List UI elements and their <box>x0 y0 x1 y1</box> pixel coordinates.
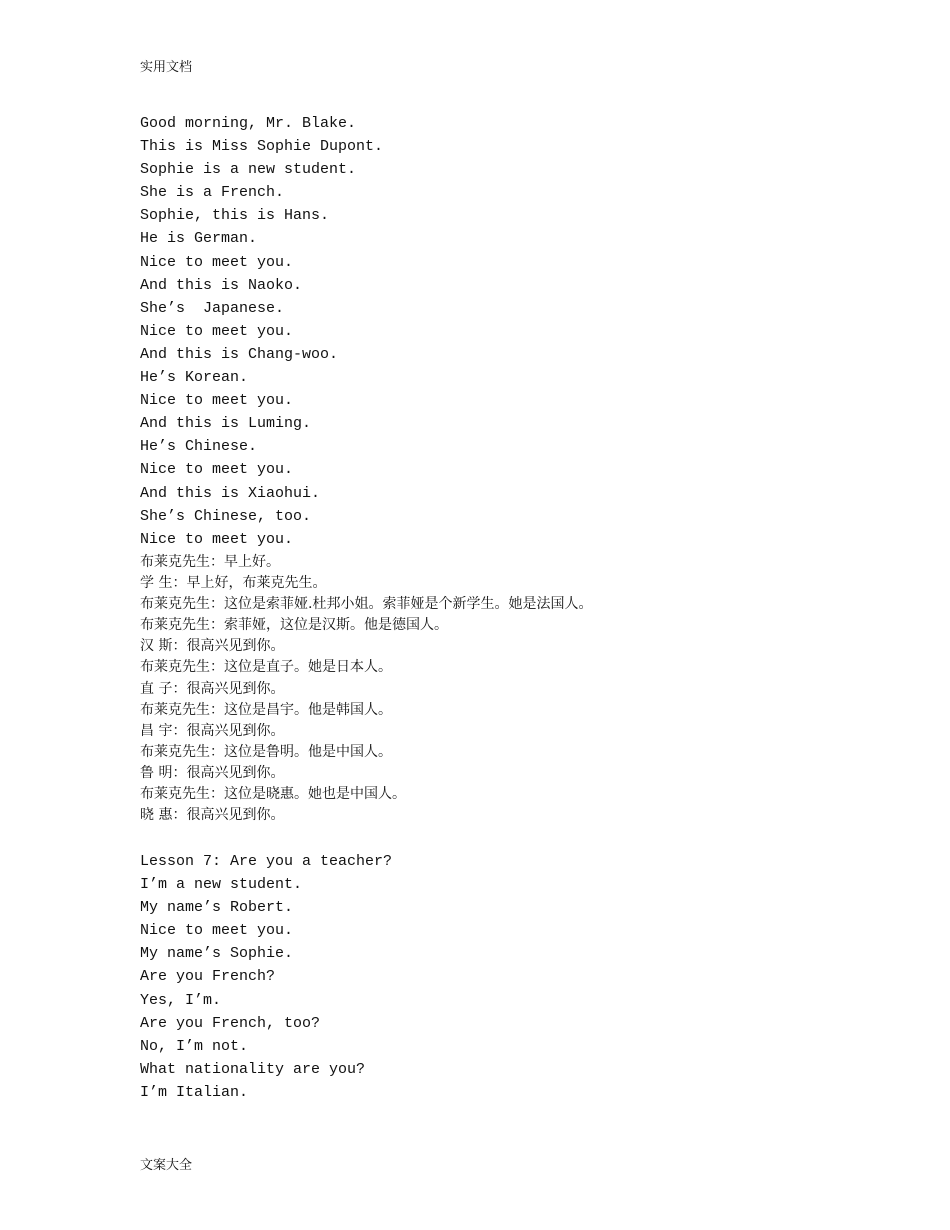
translation-line: 布莱克先生：这位是昌宇。他是韩国人。 <box>140 701 392 718</box>
dialogue-line: And this is Chang-woo. <box>140 345 339 363</box>
lesson-line: No, I’m not. <box>140 1037 249 1055</box>
translation-line: 汉 斯：很高兴见到你。 <box>140 638 285 655</box>
lesson-7-section <box>140 850 392 1104</box>
dialogue-line: And this is Luming. <box>140 415 312 433</box>
translation-line: 布莱克先生：这位是直子。她是日本人。 <box>140 659 392 676</box>
dialogue-line: Nice to meet you. <box>140 322 294 340</box>
dialogue-line: She is a French. <box>140 184 285 202</box>
dialogue-line: Nice to meet you. <box>140 461 294 479</box>
dialogue-line: He is German. <box>140 230 258 248</box>
lesson-line: Are you French, too? <box>140 1014 321 1032</box>
dialogue-line: He’s Chinese. <box>140 438 258 456</box>
lesson-dialogue <box>140 873 392 1104</box>
lesson-title: Lesson 7: Are you a teacher? <box>140 853 393 870</box>
english-dialogue <box>140 112 383 551</box>
translation-line: 鲁 明：很高兴见到你。 <box>140 764 285 781</box>
lesson-line: What nationality are you? <box>140 1060 366 1078</box>
dialogue-line: He’s Korean. <box>140 369 249 387</box>
dialogue-line: And this is Xiaohui. <box>140 484 321 502</box>
dialogue-line: She’s Japanese. <box>140 299 285 317</box>
page-footer: 文案大全 <box>140 1158 193 1173</box>
dialogue-line: Nice to meet you. <box>140 253 294 271</box>
lesson-line: My name’s Sophie. <box>140 945 294 963</box>
lesson-line: Yes, I’m. <box>140 991 222 1009</box>
lesson-line: I’m Italian. <box>140 1083 249 1101</box>
dialogue-line: And this is Naoko. <box>140 276 303 294</box>
dialogue-line: Sophie is a new student. <box>140 161 357 179</box>
translation-line: 布莱克先生：这位是索菲娅.杜邦小姐。索菲娅是个新学生。她是法国人。 <box>140 596 593 613</box>
translation-line: 布莱克先生：这位是鲁明。他是中国人。 <box>140 743 392 760</box>
translation-line: 布莱克先生：早上好。 <box>140 554 280 570</box>
translation-line: 布莱克先生：这位是晓惠。她也是中国人。 <box>140 786 406 803</box>
translation-line: 布莱克先生：索菲娅，这位是汉斯。他是德国人。 <box>140 617 448 634</box>
dialogue-line: This is Miss Sophie Dupont. <box>140 138 384 156</box>
chinese-translation <box>140 552 592 826</box>
dialogue-line: Nice to meet you. <box>140 530 294 548</box>
dialogue-line: She’s Chinese, too. <box>140 507 312 525</box>
lesson-line: Nice to meet you. <box>140 922 294 940</box>
lesson-line: I’m a new student. <box>140 876 303 894</box>
page-header: 实用文档 <box>140 60 193 75</box>
translation-line: 直 子：很高兴见到你。 <box>140 680 285 697</box>
dialogue-line: Sophie, this is Hans. <box>140 207 330 225</box>
dialogue-line: Nice to meet you. <box>140 392 294 410</box>
translation-line: 学 生：早上好，布莱克先生。 <box>140 575 327 592</box>
lesson-line: My name’s Robert. <box>140 899 294 917</box>
lesson-line: Are you French? <box>140 968 276 986</box>
translation-line: 晓 惠：很高兴见到你。 <box>140 807 285 824</box>
translation-line: 昌 宇：很高兴见到你。 <box>140 722 285 739</box>
dialogue-line: Good morning, Mr. Blake. <box>140 115 357 132</box>
